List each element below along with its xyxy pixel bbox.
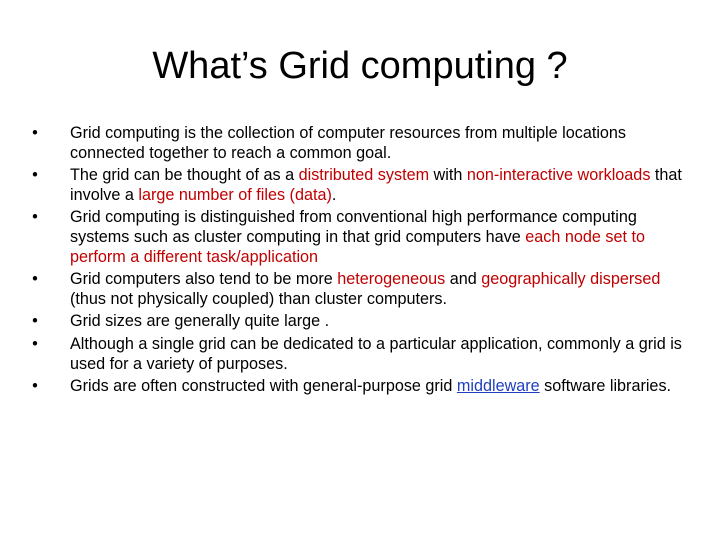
bullet-text: . — [331, 185, 337, 204]
bullet-item — [28, 124, 688, 163]
bullet-text: grid — [102, 166, 130, 185]
bullet-dot: • — [32, 334, 38, 353]
bullet-dot: • — [32, 312, 38, 331]
bullet-text: can be thought of as a — [129, 166, 299, 185]
highlighted-term: each node set to perform a different task/application — [70, 227, 645, 266]
bullet-text: Grid computers also tend to be more — [70, 270, 338, 289]
bullet-dot: • — [32, 208, 38, 227]
highlighted-term: non-interactive workloads — [466, 166, 651, 185]
highlighted-term: distributed system — [298, 166, 430, 185]
bullet-text: is the collection of computer resources from multiple locations connected together to reach a common goal. — [70, 124, 627, 162]
highlighted-term: heterogeneous — [337, 270, 446, 289]
bullet-text: Grid sizes are generally quite large . — [70, 312, 330, 331]
middleware-link[interactable]: middleware — [456, 377, 540, 396]
bullet-item — [28, 377, 688, 397]
bullet-dot: • — [32, 124, 38, 142]
bullet-text: software libraries. — [539, 377, 672, 396]
bullet-item — [28, 166, 688, 205]
bullet-text: Although a single grid can be dedicated to a particular application, commonly a grid is used for a variety of purposes. — [70, 334, 682, 373]
bullet-item — [28, 208, 688, 267]
bullet-dot: • — [32, 166, 38, 185]
bullet-text: (thus not physically coupled) than cluster computers. — [70, 289, 447, 308]
bullet-dot: • — [32, 270, 38, 289]
bullet-item — [28, 270, 688, 309]
slide-title: What’s Grid computing ? — [152, 45, 568, 87]
highlighted-term: large number of files (data) — [138, 185, 332, 204]
bullet-dot: • — [32, 377, 38, 396]
bullet-text: Grid computing — [70, 124, 180, 142]
bullet-item — [28, 312, 688, 332]
highlighted-term: geographically dispersed — [481, 270, 661, 289]
bullet-text: that involve a — [70, 166, 682, 204]
bullet-text: Grid computing is distinguished from conventional high performance computing systems such as cluster computing in that grid computers have — [70, 208, 637, 246]
bullet-text: and — [445, 270, 482, 289]
bullet-item — [28, 335, 688, 374]
bullet-text: The — [70, 166, 103, 185]
bullet-list — [28, 124, 688, 400]
bullet-text: Grids are often constructed with general-purpose grid — [70, 377, 457, 396]
bullet-text: with — [429, 166, 467, 185]
